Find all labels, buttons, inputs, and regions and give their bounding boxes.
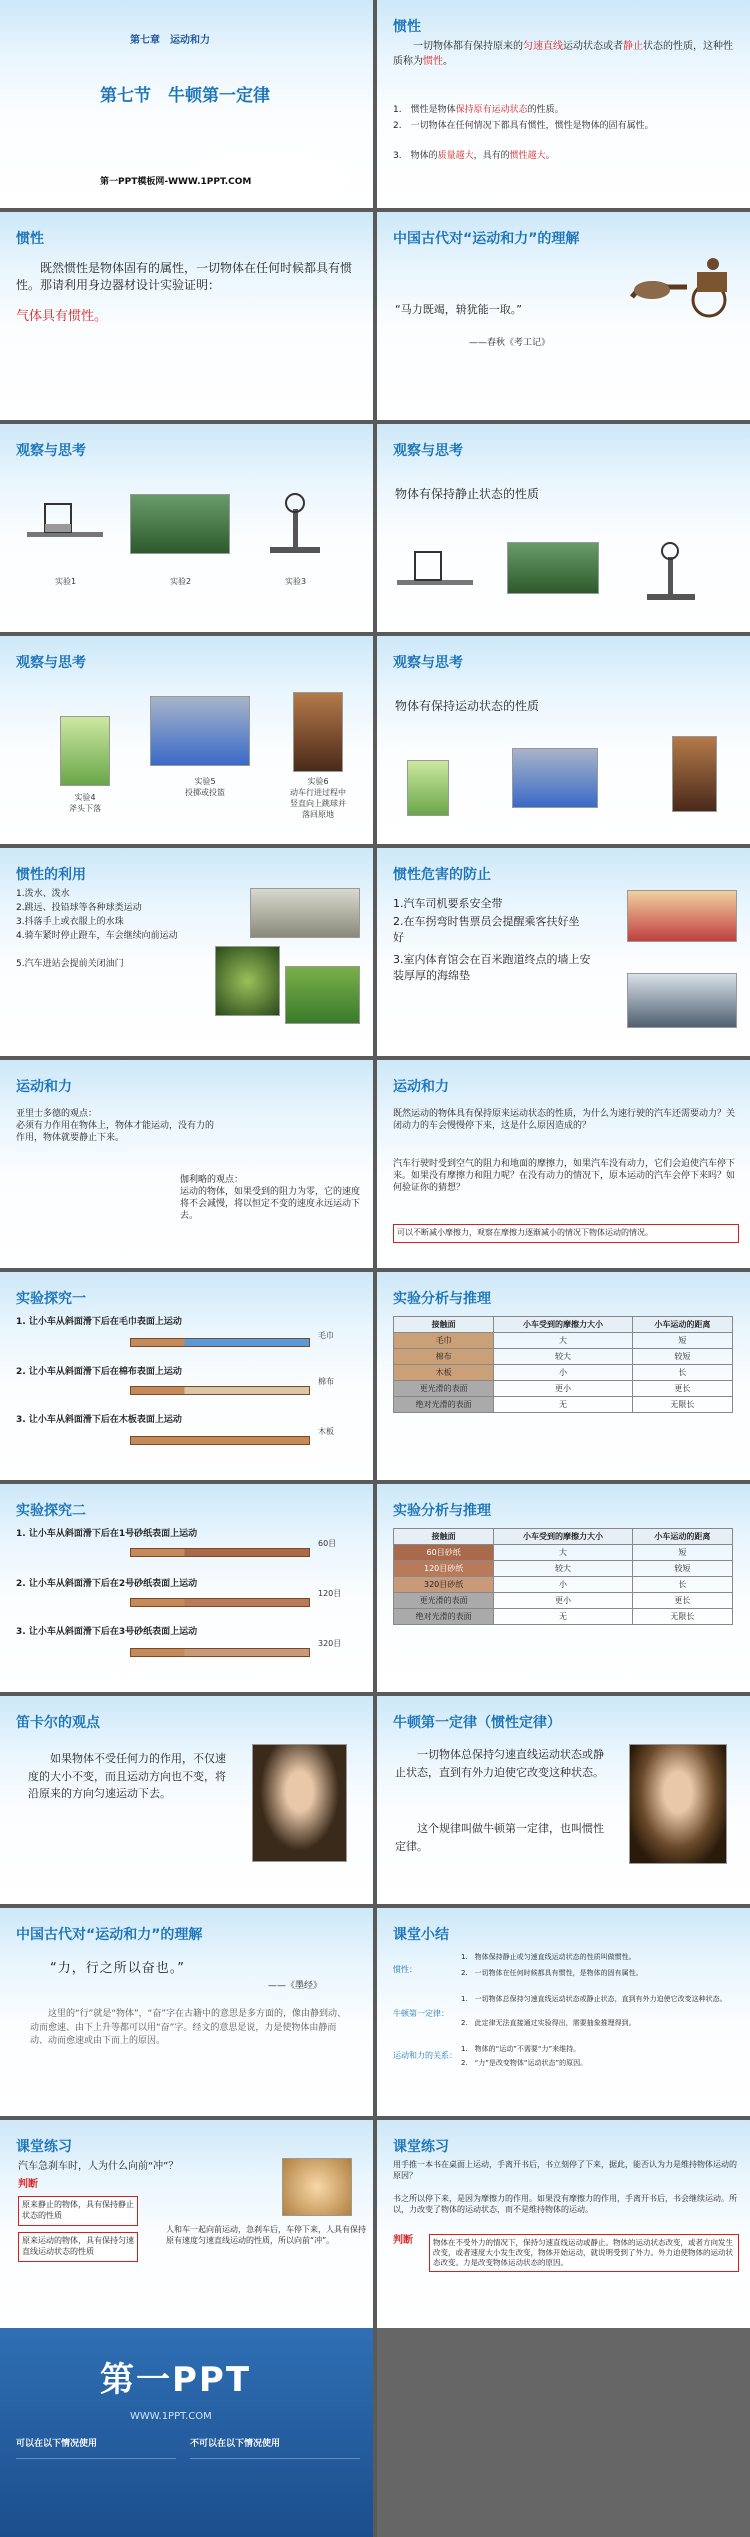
table-row: 60目砂纸 大 短	[394, 1545, 733, 1561]
harm-item: 3.室内体育馆会在百米跑道终点的墙上安装厚厚的海绵垫	[393, 953, 591, 982]
slide-heading: 惯性	[16, 231, 44, 247]
table-row: 更光滑的表面 更小 更长	[394, 1381, 733, 1397]
ancient-quote: “力，行之所以奋也。”	[50, 1961, 185, 1976]
descartes-view: 如果物体不受任何力的作用，不仅速度的大小不变，而且运动方向也不变，将沿原来的方向匀速运动下去。	[28, 1752, 226, 1801]
slide-observe-2	[377, 424, 750, 632]
empty-panel	[377, 2328, 750, 2537]
judge-option: 原来静止的物体，具有保持静止状态的性质	[18, 2196, 138, 2226]
slide-analysis-1	[377, 1272, 750, 1480]
newton-law-text: 一切物体总保持匀速直线运动状态或静止状态，直到有外力迫使它改变这种状态。	[395, 1748, 604, 1779]
slide-heading: 惯性的利用	[16, 867, 86, 883]
chariot-illustration	[627, 242, 742, 327]
ancient-source: ——春秋《考工记》	[469, 338, 551, 348]
ramp-sand-320	[130, 1648, 310, 1657]
caption-exp2: 实验2	[170, 577, 192, 586]
slide-heading: 课堂练习	[16, 2139, 72, 2155]
motion-discussion: 汽车行驶时受到空气的阻力和地面的摩擦力，如果汽车没有动力，它们会迫使汽车停下来。如果没有摩擦力和阻力呢？在没有动力的情况下，原本运动的汽车会停下来吗？如何验证你的猜想？	[393, 1159, 736, 1194]
slide-motion-force-1	[0, 1060, 373, 1268]
caption-exp5: 实验5 投掷或投篮	[185, 777, 225, 797]
slide-heading: 惯性	[393, 19, 421, 35]
summary-item: 2. “力”是改变物体“运动状态”的原因。	[461, 2059, 588, 2067]
surface-label: 320目	[318, 1639, 342, 1648]
experiment-3-diagram	[260, 489, 335, 559]
surface-label: 棉布	[318, 1377, 334, 1386]
experiment-2-photo	[130, 494, 230, 554]
slide-heading: 中国古代对“运动和力”的理解	[393, 231, 580, 247]
slide-heading: 惯性危害的防止	[393, 867, 491, 883]
use-item: 2.跳远、投铅球等各种球类运动	[16, 903, 142, 913]
surface-label: 木板	[318, 1427, 334, 1436]
analysis-table: 接触面 小车受到的摩擦力大小 小车运动的距离 毛巾 大 短 棉布 较大 较短 木板 小 长 更光滑的表面 更小 更长 绝对光滑的表面 无 无限长	[393, 1316, 733, 1413]
train-photo	[293, 692, 343, 772]
slide-heading: 课堂小结	[393, 1927, 449, 1943]
summary-label: 运动和力的关系：	[393, 2051, 457, 2060]
caption-exp6: 实验6 动车行进过程中竖直向上跳球并落回原地	[290, 777, 346, 819]
slide-heading: 运动和力	[393, 1079, 449, 1095]
newton-portrait	[629, 1744, 727, 1864]
runner-photo	[285, 966, 360, 1024]
ancient-quote: “马力既竭，辀犹能一取。”	[395, 303, 522, 316]
plane-photo	[627, 973, 737, 1028]
inertia-definition: 一切物体都有保持原来的匀速直线运动状态或者静止状态的性质，这种性质称为惯性。	[393, 41, 733, 67]
slide-cover	[0, 0, 373, 208]
summary-item: 1. 物体保持静止或匀速直线运动状态的性质叫做惯性。	[461, 1953, 636, 1961]
use-item: 3.抖落手上或衣服上的水珠	[16, 917, 124, 927]
slide-inertia-def	[377, 0, 750, 208]
axe-photo	[60, 716, 110, 786]
slide-inertia-gas	[0, 212, 373, 420]
slide-heading: 实验探究一	[16, 1291, 86, 1307]
table-row: 绝对光滑的表面 无 无限长	[394, 1397, 733, 1413]
newton-law-name: 这个规律叫做牛顿第一定律，也叫惯性定律。	[395, 1822, 604, 1853]
table-row: 绝对光滑的表面 无 无限长	[394, 1609, 733, 1625]
ancient-explanation: 这里的“行”就是“物体”，“奋”字在古籍中的意思是多方面的，像由静到动、动而愈速、由下上升等都可以用“奋”字。经文的意思是说，力是使物体由静而动、动而愈速或由下而上的原因。	[30, 2009, 346, 2046]
slide-observe-4	[377, 636, 750, 844]
exercise-answer: 人和车一起向前运动，急刹车后，车停下来，人具有保持原有速度匀速直线运动的性质，所以向前“冲”。	[166, 2225, 366, 2246]
ramp-cotton	[130, 1386, 310, 1395]
experiment-1-diagram	[395, 544, 475, 594]
exercise-answer: 书之所以停下来，是因为摩擦力的作用。如果没有摩擦力的作用，手离开书后，书会继续运动。所以，力改变了物体的运动状态，而不是维持物体的运动。	[393, 2194, 737, 2214]
slide-descartes	[0, 1696, 373, 1904]
surface-label: 60目	[318, 1539, 337, 1548]
judge-label: 判断	[393, 2235, 413, 2246]
surface-label: 毛巾	[318, 1331, 334, 1340]
summary-item: 1. 一切物体总保持匀速直线运动状态或静止状态，直到有外力迫使它改变这种状态。	[461, 1995, 727, 2003]
table-row: 更光滑的表面 更小 更长	[394, 1593, 733, 1609]
galileo-view: 伽利略的观点： 运动的物体，如果受到的阻力为零，它的速度将不会减慢，将以恒定不变的速度永远运动下去。	[180, 1175, 361, 1222]
ping-pong-photo	[150, 696, 250, 766]
water-photo	[250, 888, 360, 938]
use-item: 5.汽车进站会提前关闭油门	[16, 959, 124, 969]
slide-observe-1	[0, 424, 373, 632]
exercise-question: 汽车急刹车时，人为什么向前“冲”？	[18, 2161, 179, 2172]
experiment-1-diagram	[25, 494, 105, 549]
summary-item: 2. 一切物体在任何时候都具有惯性，是物体的固有属性。	[461, 1969, 643, 1977]
caption-exp3: 实验3	[285, 577, 307, 586]
caption-exp4: 实验4 斧头下落	[69, 793, 101, 813]
motion-answer-box: 可以不断减小摩擦力，观察在摩擦力逐渐减小的情况下物体运动的情况。	[393, 1224, 739, 1243]
ramp-sand-60	[130, 1548, 310, 1557]
slide-heading: 笛卡尔的观点	[16, 1715, 100, 1731]
slide-heading: 牛顿第一定律（惯性定律）	[393, 1715, 561, 1731]
slide-heading: 实验分析与推理	[393, 1503, 491, 1519]
train-photo	[672, 736, 717, 812]
experiment-3-diagram	[637, 539, 707, 604]
inertia-point-2: 2. 一切物体在任何情况下都具有惯性，惯性是物体的固有属性。	[393, 121, 654, 131]
slide-experiment-1	[0, 1272, 373, 1480]
judge-label: 判断	[18, 2179, 38, 2190]
footer-logo: 第一PPT	[100, 2360, 252, 2400]
table-row: 120目砂纸 较大 较短	[394, 1561, 733, 1577]
inertia-claim: 气体具有惯性。	[16, 309, 108, 324]
footer-promo	[0, 2328, 373, 2537]
exp-step: 3. 让小车从斜面滑下后在木板表面上运动	[16, 1415, 182, 1425]
experiment-2-photo	[507, 542, 599, 594]
footer-can: 可以在以下情况使用	[16, 2439, 98, 2449]
axe-photo	[407, 760, 449, 816]
summary-label: 牛顿第一定律：	[393, 2009, 449, 2018]
car-photo	[627, 890, 737, 942]
slide-ancient-2	[0, 1908, 373, 2116]
ramp-sand-120	[130, 1598, 310, 1607]
slide-inertia-harm	[377, 848, 750, 1056]
slide-observe-3	[0, 636, 373, 844]
table-row: 毛巾 大 短	[394, 1333, 733, 1349]
ramp-wood	[130, 1436, 310, 1445]
summary-item: 2. 此定律无法直接通过实验得出，需要抽象推理得到。	[461, 2019, 636, 2027]
inertia-point-1: 1. 惯性是物体保持原有运动状态的性质。	[393, 105, 564, 115]
harm-item: 2.在车拐弯时售票员会提醒乘客扶好坐好	[393, 915, 580, 944]
motion-question: 既然运动的物体具有保持原来运动状态的性质，为什么为速行驶的汽车还需要动力？关闭动力的车会慢慢停下来，这是什么原因造成的？	[393, 1109, 736, 1132]
footer-url: WWW.1PPT.COM	[130, 2411, 212, 2422]
exp-step: 3. 让小车从斜面滑下后在3号砂纸表面上运动	[16, 1627, 198, 1637]
slide-heading: 观察与思考	[393, 443, 463, 459]
harm-item: 1.汽车司机要系安全带	[393, 897, 503, 910]
slide-heading: 观察与思考	[16, 655, 86, 671]
slide-heading: 实验分析与推理	[393, 1291, 491, 1307]
footer-can-list	[16, 2458, 176, 2526]
judge-option: 原来运动的物体，具有保持匀速直线运动状态的性质	[18, 2232, 138, 2262]
caption-exp1: 实验1	[55, 577, 77, 586]
footer-cannot: 不可以在以下情况使用	[190, 2439, 281, 2449]
slide-newton-law	[377, 1696, 750, 1904]
slide-heading: 中国古代对“运动和力”的理解	[16, 1927, 203, 1943]
cover-title: 第七节 牛顿第一定律	[100, 86, 270, 106]
inertia-body: 既然惯性是物体固有的属性，一切物体在任何时候都具有惯性。那请利用身边器材设计实验证明：	[16, 261, 353, 293]
slide-exercise-1	[0, 2120, 373, 2328]
slide-heading: 课堂练习	[393, 2139, 449, 2155]
observe-conclusion: 物体有保持运动状态的性质	[395, 699, 540, 713]
cyclist-illustration	[282, 2158, 352, 2216]
chapter-label: 第七章 运动和力	[130, 35, 210, 46]
slide-motion-force-2	[377, 1060, 750, 1268]
analysis-table: 接触面 小车受到的摩擦力大小 小车运动的距离 60目砂纸 大 短 120目砂纸 较大 较短 320目砂纸 小 长 更光滑的表面 更小 更长 绝对光滑的表面 无 无限长	[393, 1528, 733, 1625]
ancient-source: ——《墨经》	[268, 1981, 323, 1991]
exercise-question: 用手推一本书在桌面上运动，手离开书后，书立刻停了下来，据此，能否认为力是维持物体运动的原因？	[393, 2160, 737, 2180]
slide-ancient-1	[377, 212, 750, 420]
exp-step: 1. 让小车从斜面滑下后在毛巾表面上运动	[16, 1317, 182, 1327]
use-item: 1.泼水、泼水	[16, 889, 70, 899]
slide-inertia-use	[0, 848, 373, 1056]
exp-step: 2. 让小车从斜面滑下后在2号砂纸表面上运动	[16, 1579, 198, 1589]
summary-label: 惯性：	[393, 1965, 417, 1974]
ball-photo	[215, 946, 280, 1016]
observe-conclusion: 物体有保持静止状态的性质	[395, 487, 540, 501]
exp-step: 2. 让小车从斜面滑下后在棉布表面上运动	[16, 1367, 182, 1377]
judge-box: 物体在不受外力的情况下，保持匀速直线运动或静止。物体的运动状态改变，或者方向发生改变，或者速度大小发生改变，物体开始运动，就说明受到了外力。外力迫使物体的运动状态改变。力是改变物体运动状态的原因。	[429, 2234, 739, 2272]
slide-exercise-2	[377, 2120, 750, 2328]
slide-heading: 运动和力	[16, 1079, 72, 1095]
descartes-portrait	[252, 1744, 347, 1862]
table-row: 棉布 较大 较短	[394, 1349, 733, 1365]
slide-heading: 观察与思考	[393, 655, 463, 671]
use-item: 4.骑车紧时停止蹬车，车会继续向前运动	[16, 931, 178, 941]
summary-item: 1. 物体的“运动”不需要“力”来维持。	[461, 2045, 581, 2053]
exp-step: 1. 让小车从斜面滑下后在1号砂纸表面上运动	[16, 1529, 198, 1539]
ping-pong-photo	[512, 748, 598, 808]
footer-cannot-list	[190, 2458, 360, 2526]
surface-label: 120目	[318, 1589, 342, 1598]
slide-heading: 实验探究二	[16, 1503, 86, 1519]
table-row: 木板 小 长	[394, 1365, 733, 1381]
inertia-point-3: 3. 物体的质量越大，具有的惯性越大。	[393, 151, 555, 161]
cover-site: 第一PPT模板网-WWW.1PPT.COM	[100, 177, 252, 187]
slide-analysis-2	[377, 1484, 750, 1692]
table-row: 320目砂纸 小 长	[394, 1577, 733, 1593]
slide-experiment-2	[0, 1484, 373, 1692]
slide-summary	[377, 1908, 750, 2116]
ramp-towel	[130, 1338, 310, 1347]
aristotle-view: 亚里士多德的观点： 必须有力作用在物体上，物体才能运动，没有力的作用，物体就要静止下来。	[16, 1109, 215, 1144]
slide-heading: 观察与思考	[16, 443, 86, 459]
